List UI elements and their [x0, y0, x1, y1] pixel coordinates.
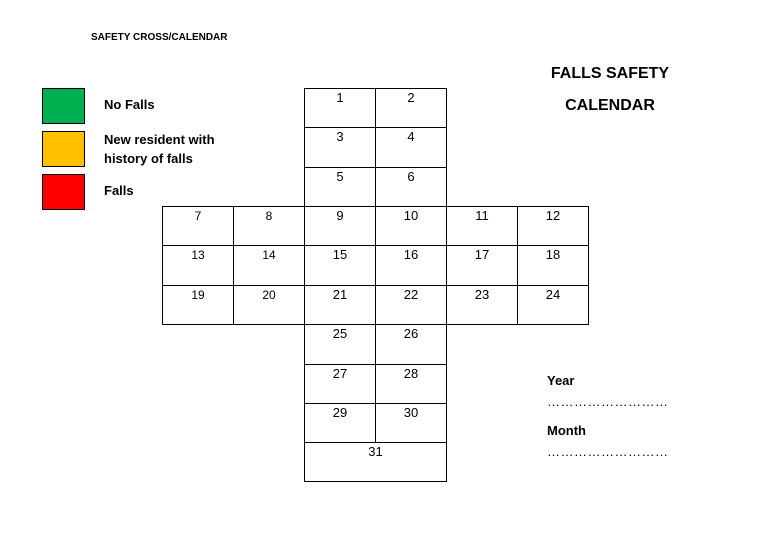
- calendar-title-line2: CALENDAR: [565, 97, 655, 114]
- legend-label-no-falls: No Falls: [104, 97, 155, 112]
- legend-label-falls: Falls: [104, 183, 134, 198]
- calendar-day-29[interactable]: 29: [304, 403, 376, 443]
- calendar-day-22[interactable]: 22: [375, 285, 447, 325]
- calendar-day-30[interactable]: 30: [375, 403, 447, 443]
- legend-swatch-no-falls: [42, 88, 85, 124]
- calendar-day-15[interactable]: 15: [304, 245, 376, 286]
- calendar-day-31[interactable]: 31: [304, 442, 447, 482]
- calendar-day-5[interactable]: 5: [304, 167, 376, 207]
- calendar-day-24[interactable]: 24: [517, 285, 589, 325]
- calendar-day-2[interactable]: 2: [375, 88, 447, 128]
- calendar-day-16[interactable]: 16: [375, 245, 447, 286]
- legend-swatch-new-resident: [42, 131, 85, 167]
- calendar-day-12[interactable]: 12: [517, 206, 589, 246]
- calendar-day-8[interactable]: 8: [233, 206, 305, 246]
- calendar-day-9[interactable]: 9: [304, 206, 376, 246]
- calendar-day-21[interactable]: 21: [304, 285, 376, 325]
- legend-label-new-resident: New resident with history of falls: [104, 132, 215, 166]
- calendar-day-28[interactable]: 28: [375, 364, 447, 404]
- calendar-day-18[interactable]: 18: [517, 245, 589, 286]
- calendar-day-23[interactable]: 23: [446, 285, 518, 325]
- calendar-day-11[interactable]: 11: [446, 206, 518, 246]
- calendar-day-3[interactable]: 3: [304, 127, 376, 168]
- calendar-day-26[interactable]: 26: [375, 324, 447, 365]
- year-label: Year: [547, 373, 575, 388]
- calendar-day-7[interactable]: 7: [162, 206, 234, 246]
- calendar-day-19[interactable]: 19: [162, 285, 234, 325]
- month-field[interactable]: ………………………: [547, 444, 669, 459]
- calendar-day-1[interactable]: 1: [304, 88, 376, 128]
- calendar-day-4[interactable]: 4: [375, 127, 447, 168]
- calendar-day-17[interactable]: 17: [446, 245, 518, 286]
- calendar-title-line1: FALLS SAFETY: [550, 65, 670, 82]
- month-label: Month: [547, 423, 586, 438]
- year-field[interactable]: ………………………: [547, 394, 669, 409]
- calendar-day-10[interactable]: 10: [375, 206, 447, 246]
- document-header: SAFETY CROSS/CALENDAR: [91, 32, 228, 43]
- calendar-day-14[interactable]: 14: [233, 245, 305, 286]
- calendar-day-25[interactable]: 25: [304, 324, 376, 365]
- calendar-day-13[interactable]: 13: [162, 245, 234, 286]
- calendar-day-27[interactable]: 27: [304, 364, 376, 404]
- calendar-day-6[interactable]: 6: [375, 167, 447, 207]
- calendar-day-20[interactable]: 20: [233, 285, 305, 325]
- legend-swatch-falls: [42, 174, 85, 210]
